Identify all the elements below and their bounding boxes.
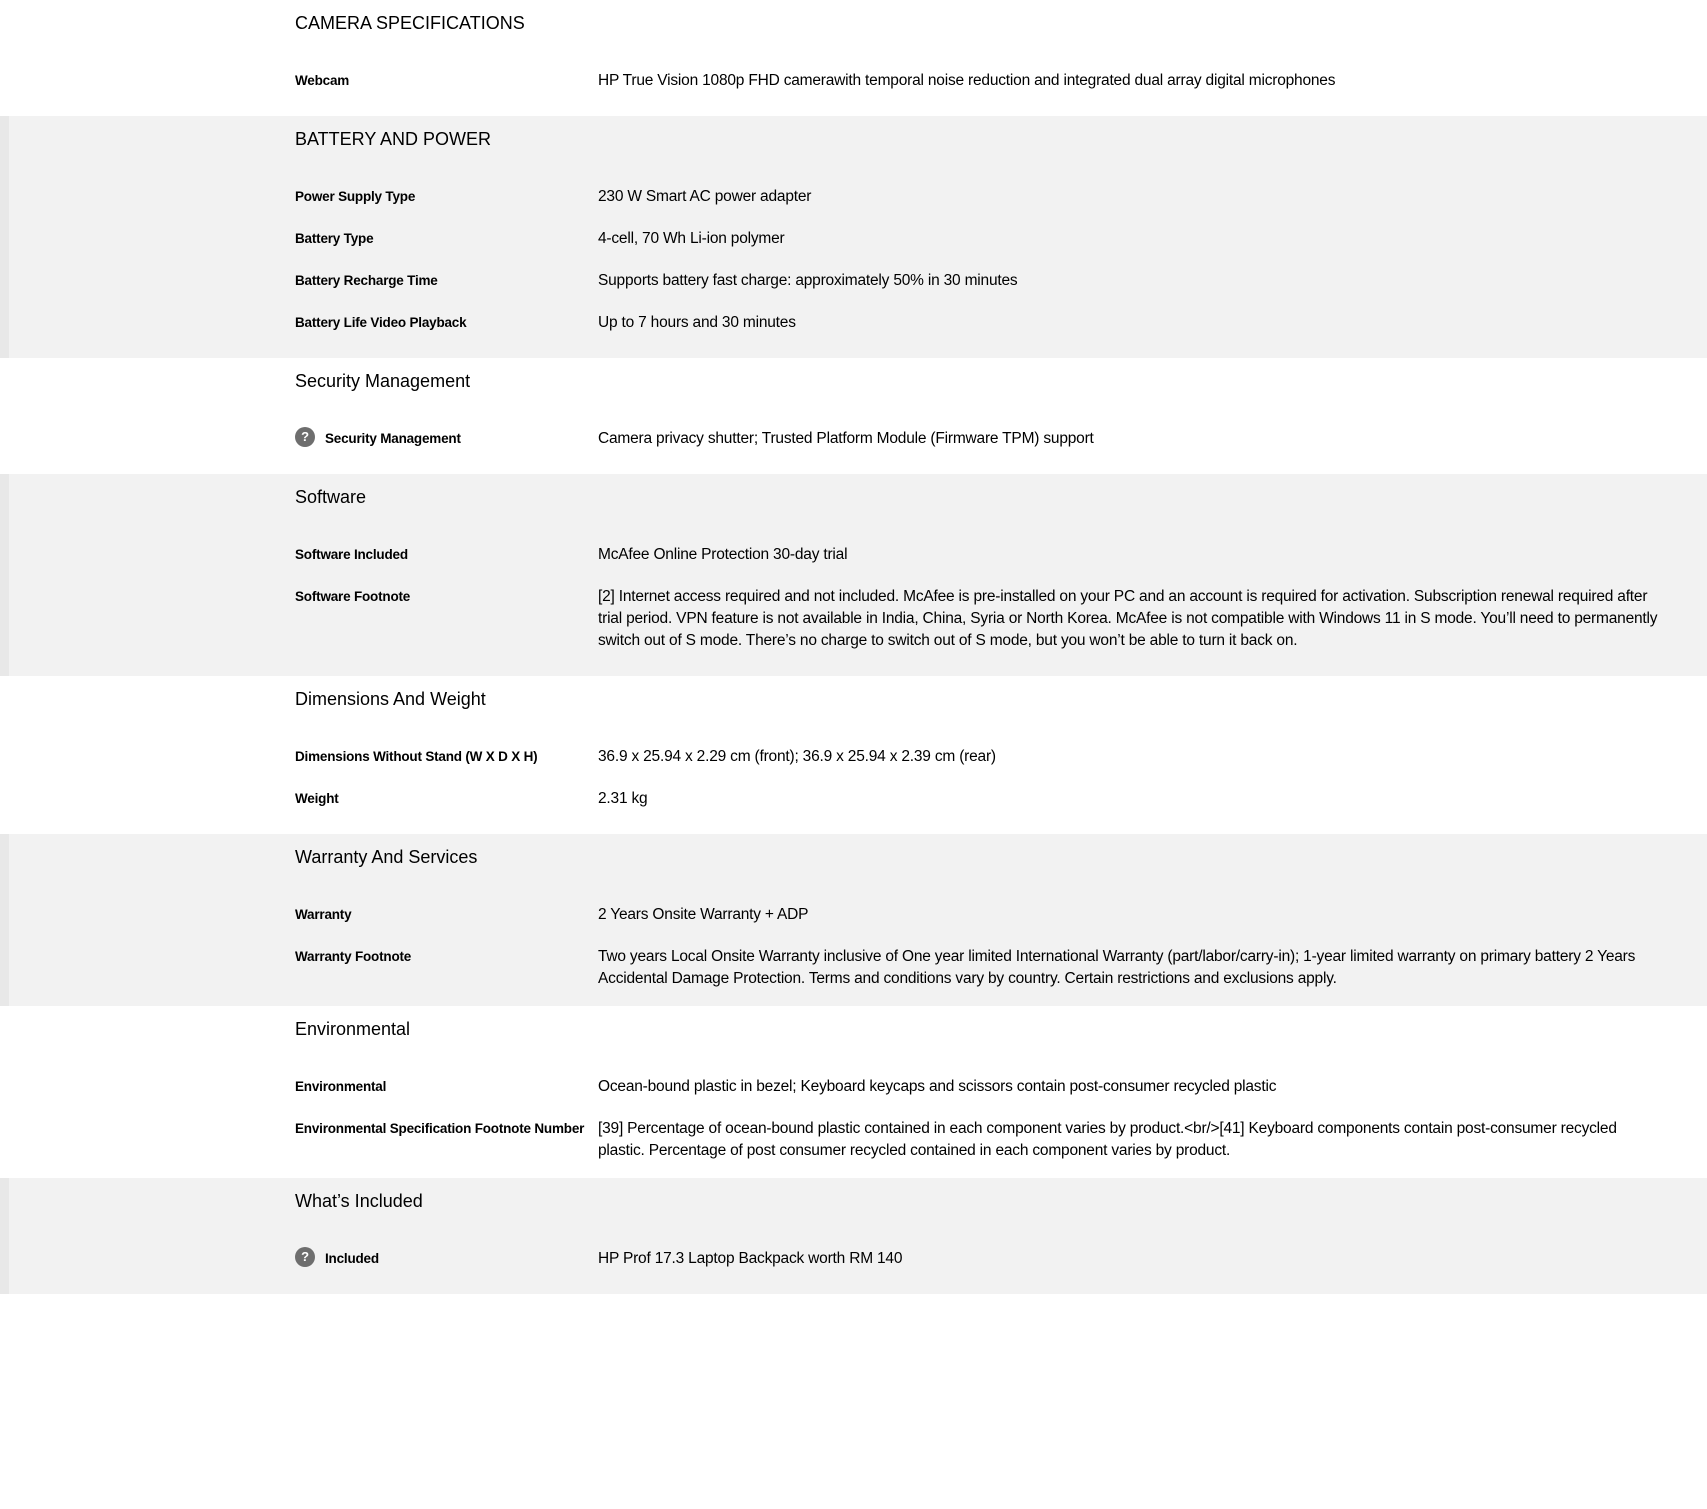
spec-row-warranty xyxy=(295,904,1687,946)
spec-value: [2] Internet access required and not included. McAfee is pre-installed on your PC and an account is required for activation. Subscription renewal required after trial period. VPN feature is not available in India, China, Syria or North Korea. McAfee is not compatible with Windows 11 in S mode. You’ll need to permanently switch out of S mode. There’s no charge to switch out of S mode, but you won’t be able to turn it back on. xyxy=(598,588,1658,649)
spec-row-software-footnote xyxy=(295,586,1687,652)
spec-label: Security Management xyxy=(325,431,461,446)
spec-row-battery-type xyxy=(295,228,1687,270)
spec-row-security-management xyxy=(295,428,1687,470)
spec-label: Dimensions Without Stand (W X D X H) xyxy=(295,749,538,764)
spec-value: HP True Vision 1080p FHD camerawith temporal noise reduction and integrated dual array digital microphones xyxy=(598,72,1336,89)
spec-label: Battery Recharge Time xyxy=(295,273,438,288)
spec-label: Environmental Specification Footnote Number xyxy=(295,1121,585,1136)
spec-value: Two years Local Onsite Warranty inclusive of One year limited International Warranty (part/labor/carry-in); 1-year limited warranty on primary battery 2 Years Accidental Damage Protection. Terms and conditions vary by country. Certain restrictions and exclusions apply. xyxy=(598,948,1636,987)
spec-value: 4-cell, 70 Wh Li-ion polymer xyxy=(598,230,785,247)
help-icon[interactable]: ? xyxy=(295,427,315,447)
spec-row-webcam xyxy=(295,70,1687,112)
help-icon[interactable]: ? xyxy=(295,1247,315,1267)
section-environmental xyxy=(0,1006,1707,1178)
spec-row-battery-recharge-time xyxy=(295,270,1687,312)
spec-row-weight xyxy=(295,788,1687,830)
spec-label-container xyxy=(295,1248,598,1270)
spec-row-power-supply-type xyxy=(295,186,1687,228)
spec-value: [39] Percentage of ocean-bound plastic contained in each component varies by product.<br/>[41] Keyboard components contain post-consumer recycled plastic. Percentage of post consumer recycled contained in each component varies by product. xyxy=(598,1120,1617,1159)
spec-row-environmental-footnote xyxy=(295,1118,1687,1162)
section-title: Warranty And Services xyxy=(295,847,478,867)
section-title: Software xyxy=(295,487,367,507)
spec-row-battery-life-video-playback xyxy=(295,312,1687,354)
spec-label-container xyxy=(295,428,598,450)
spec-label: Included xyxy=(325,1251,379,1266)
section-title: Environmental xyxy=(295,1019,411,1039)
section-camera-specifications xyxy=(0,0,1707,116)
section-dimensions-and-weight xyxy=(0,676,1707,834)
spec-label: Software Included xyxy=(295,547,408,562)
section-title: What’s Included xyxy=(295,1191,423,1211)
spec-row-warranty-footnote xyxy=(295,946,1687,990)
section-title: BATTERY AND POWER xyxy=(295,129,492,149)
section-security-management xyxy=(0,358,1707,474)
section-software xyxy=(0,474,1707,676)
spec-value: Supports battery fast charge: approximately 50% in 30 minutes xyxy=(598,272,1018,289)
spec-label: Warranty xyxy=(295,907,352,922)
spec-row-dimensions xyxy=(295,746,1687,788)
spec-value: 2.31 kg xyxy=(598,790,648,807)
spec-row-included xyxy=(295,1248,1687,1290)
spec-label: Weight xyxy=(295,791,339,806)
spec-value: Ocean-bound plastic in bezel; Keyboard keycaps and scissors contain post-consumer recycled plastic xyxy=(598,1078,1277,1095)
spec-label: Power Supply Type xyxy=(295,189,416,204)
section-battery-and-power xyxy=(0,116,1707,358)
spec-label: Battery Type xyxy=(295,231,374,246)
spec-row-environmental xyxy=(295,1076,1687,1118)
spec-value: 36.9 x 25.94 x 2.29 cm (front); 36.9 x 25.94 x 2.39 cm (rear) xyxy=(598,748,996,765)
spec-value: Camera privacy shutter; Trusted Platform Module (Firmware TPM) support xyxy=(598,430,1094,447)
spec-row-software-included xyxy=(295,544,1687,586)
spec-label: Webcam xyxy=(295,73,350,88)
section-whats-included xyxy=(0,1178,1707,1294)
section-title: Dimensions And Weight xyxy=(295,689,486,709)
spec-label: Environmental xyxy=(295,1079,387,1094)
section-title: CAMERA SPECIFICATIONS xyxy=(295,13,525,33)
spec-label: Warranty Footnote xyxy=(295,949,412,964)
spec-label: Battery Life Video Playback xyxy=(295,315,467,330)
section-warranty-and-services xyxy=(0,834,1707,1006)
spec-value: HP Prof 17.3 Laptop Backpack worth RM 140 xyxy=(598,1250,903,1267)
spec-label: Software Footnote xyxy=(295,589,411,604)
spec-value: 2 Years Onsite Warranty + ADP xyxy=(598,906,809,923)
section-title: Security Management xyxy=(295,371,471,391)
spec-value: Up to 7 hours and 30 minutes xyxy=(598,314,796,331)
spec-value: McAfee Online Protection 30-day trial xyxy=(598,546,848,563)
spec-value: 230 W Smart AC power adapter xyxy=(598,188,812,205)
